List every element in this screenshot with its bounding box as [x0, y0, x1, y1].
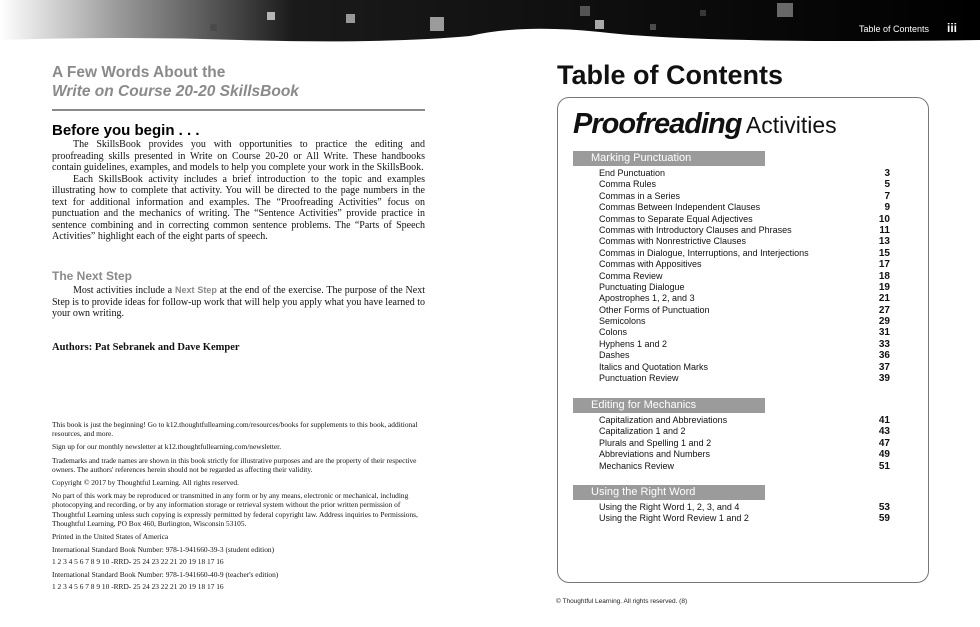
toc-entry-page: 10 — [878, 213, 890, 225]
toc-entry-label: Italics and Quotation Marks — [599, 361, 709, 372]
toc-entry-label: Commas to Separate Equal Adjectives — [599, 213, 753, 224]
fine-print-1: This book is just the beginning! Go to k12.thoughtfullearning.com/resources/books for supplements to this book, additional resources, and more. — [52, 420, 418, 439]
toc-entry-label: Capitalization 1 and 2 — [599, 426, 686, 437]
toc-entry — [599, 191, 890, 202]
intro-title-line1: A Few Words About the — [52, 64, 226, 81]
toc-list-right-word — [599, 502, 890, 525]
part-title-rest: Activities — [745, 112, 837, 138]
intro-title — [52, 63, 425, 101]
isbn-student-printing: 1 2 3 4 5 6 7 8 9 10 -RRD- 25 24 23 22 21 20 19 18 17 16 — [52, 557, 224, 567]
title-divider — [52, 109, 425, 111]
intro-paragraphs — [52, 139, 425, 243]
toc-entry-label: Commas in Dialogue, Interruptions, and Interjections — [599, 247, 809, 258]
next-step-term: Next Step — [174, 285, 217, 295]
toc-entry-label: Dashes — [599, 350, 630, 361]
toc-entry — [599, 236, 890, 247]
toc-entry-label: Punctuation Review — [599, 373, 679, 384]
toc-entry — [599, 305, 890, 316]
running-header-title: Table of Contents — [859, 24, 930, 34]
toc-entry-page: 15 — [878, 247, 890, 259]
toc-page-title: Table of Contents — [557, 60, 783, 90]
toc-entry-label: Colons — [599, 327, 628, 338]
toc-entry — [599, 225, 890, 236]
toc-entry-page: 31 — [878, 327, 890, 339]
next-step-text-pre: Most activities include a — [73, 285, 173, 296]
toc-entry — [599, 293, 890, 304]
toc-entry-label: Mechanics Review — [599, 460, 675, 471]
toc-entry-label: Using the Right Word Review 1 and 2 — [599, 513, 749, 524]
section-heading-editing-mechanics: Editing for Mechanics — [573, 398, 765, 413]
toc-entry-page: 19 — [878, 281, 890, 293]
toc-entry — [599, 502, 890, 513]
intro-title-line2: Write on Course 20-20 SkillsBook — [52, 83, 299, 100]
toc-entry-page: 53 — [878, 502, 890, 513]
toc-entry-label: Plurals and Spelling 1 and 2 — [599, 437, 712, 448]
toc-entry — [599, 271, 890, 282]
toc-entry-page: 47 — [878, 437, 890, 449]
toc-entry-label: Comma Rules — [599, 179, 657, 190]
toc-entry-page: 21 — [878, 293, 890, 305]
toc-entry-page: 41 — [878, 415, 890, 426]
fine-print-6: Printed in the United States of America — [52, 532, 169, 542]
toc-entry-page: 9 — [884, 202, 890, 214]
toc-entry-label: Apostrophes 1, 2, and 3 — [599, 293, 695, 304]
toc-entry — [599, 168, 890, 179]
toc-entry — [599, 202, 890, 213]
toc-entry-page: 59 — [878, 513, 890, 525]
fine-print-4: Copyright © 2017 by Thoughtful Learning. All rights reserved. — [52, 478, 239, 488]
toc-entry-label: Capitalization and Abbreviations — [599, 415, 728, 425]
toc-entry — [599, 449, 890, 460]
toc-list-editing-mechanics — [599, 415, 890, 472]
toc-list-marking-punctuation — [599, 168, 890, 384]
next-step-text-post: at the end of the exercise. The purpose of the Next Step is to provide ideas for follow-up work that will help you apply what you have learned to your own writing. — [52, 285, 425, 319]
toc-entry — [599, 350, 890, 361]
toc-entry-page: 37 — [878, 361, 890, 373]
toc-entry-label: Abbreviations and Numbers — [599, 449, 711, 460]
toc-entry — [599, 415, 890, 426]
toc-entry — [599, 259, 890, 270]
fine-print-2: Sign up for our monthly newsletter at k12.thoughtfullearning.com/newsletter. — [52, 442, 282, 452]
fine-print-5: No part of this work may be reproduced or transmitted in any form or by any means, electronic or mechanical, including photocopying and recording, or by any information storage or retrieval system without the prior written permission of Thoughtful Learning unless such copying is expressly permitted by federal copyright law. Address inquiries to Permissions, Thoughtful Learning, PO Box 460, Burlington, Wisconsin 53105. — [52, 491, 418, 528]
toc-entry — [599, 248, 890, 259]
toc-entry-label: Commas Between Independent Clauses — [599, 202, 761, 213]
toc-entry-page: 27 — [878, 304, 890, 316]
part-title — [573, 108, 837, 141]
toc-entry-label: Semicolons — [599, 316, 646, 327]
toc-entry — [599, 214, 890, 225]
toc-entry-page: 17 — [878, 259, 890, 271]
toc-entry-page: 11 — [879, 224, 890, 236]
toc-entry-label: Hyphens 1 and 2 — [599, 338, 668, 349]
toc-entry-label: Commas with Nonrestrictive Clauses — [599, 236, 747, 247]
toc-entry — [599, 513, 890, 524]
fine-print — [52, 420, 425, 594]
toc-entry-page: 5 — [884, 179, 890, 191]
page-numeral: iii — [947, 21, 958, 35]
toc-entry-label: Using the Right Word 1, 2, 3, and 4 — [599, 502, 740, 512]
toc-entry-page: 33 — [878, 338, 890, 350]
toc-entry-page: 51 — [878, 460, 890, 472]
toc-entry — [599, 339, 890, 350]
toc-entry — [599, 373, 890, 384]
toc-entry — [599, 316, 890, 327]
toc-entry-label: Comma Review — [599, 270, 663, 281]
top-banner — [0, 0, 980, 44]
authors-line: Authors: Pat Sebranek and Dave Kemper — [52, 342, 240, 353]
intro-paragraph-2: Each SkillsBook activity includes a brief introduction to the topic and examples illustrating how to complete that activity. You will be directed to the page numbers in the text for additional information and examples. The “Proofreading Activities” focus on punctuation and the mechanics of writing. The “Sentence Activities” provide practice in sentence combining and in correcting common sentence problems. The “Parts of Speech Activities” highlight each of the eight parts of speech. — [52, 173, 425, 242]
toc-entry-page: 43 — [878, 426, 890, 438]
section-heading-right-word: Using the Right Word — [573, 485, 765, 500]
toc-entry — [599, 179, 890, 190]
toc-entry — [599, 327, 890, 338]
toc-entry-label: Commas with Introductory Clauses and Phrases — [599, 224, 792, 235]
before-you-begin-heading: Before you begin . . . — [52, 122, 200, 139]
toc-entry-label: End Punctuation — [599, 168, 666, 178]
toc-entry-label: Commas with Appositives — [599, 259, 702, 270]
copyright-footer: © Thoughtful Learning. All rights reserved. (8) — [556, 598, 688, 605]
toc-entry-label: Punctuating Dialogue — [599, 281, 685, 292]
toc-entry — [599, 362, 890, 373]
isbn-student: International Standard Book Number: 978-1-941660-39-3 (student edition) — [52, 545, 275, 555]
toc-entry-page: 7 — [884, 190, 890, 202]
intro-paragraph-1: The SkillsBook provides you with opportunities to practice the editing and proofreading skills presented in Write on Course 20-20 or All Write. These handbooks contain guidelines, examples, and models to help you complete your work in the SkillsBook. — [52, 139, 425, 173]
toc-entry — [599, 282, 890, 293]
toc-entry-page: 39 — [878, 373, 890, 385]
part-title-bold: Proofreading — [573, 108, 742, 140]
toc-entry-page: 49 — [878, 449, 890, 461]
toc-entry-page: 3 — [884, 168, 890, 179]
toc-entry — [599, 426, 890, 437]
toc-entry-page: 36 — [878, 350, 890, 362]
next-step-paragraph — [52, 285, 425, 320]
toc-entry — [599, 438, 890, 449]
toc-entry-page: 29 — [878, 316, 890, 328]
toc-entry — [599, 461, 890, 472]
toc-entry-label: Other Forms of Punctuation — [599, 304, 710, 315]
toc-entry-page: 13 — [878, 236, 890, 248]
fine-print-3: Trademarks and trade names are shown in this book strictly for illustrative purposes and are the property of their respective owners. The authors' references herein should not be regarded as affecting their validity. — [52, 455, 417, 474]
isbn-teacher-printing: 1 2 3 4 5 6 7 8 9 10 -RRD- 25 24 23 22 21 20 19 18 17 16 — [52, 581, 224, 591]
next-step-heading: The Next Step — [52, 269, 133, 283]
toc-entry-label: Commas in a Series — [599, 190, 681, 201]
banner-graphic — [0, 0, 980, 44]
section-heading-marking-punctuation: Marking Punctuation — [573, 151, 765, 166]
toc-entry-page: 18 — [878, 270, 890, 282]
isbn-teacher: International Standard Book Number: 978-1-941660-40-9 (teacher's edition) — [52, 569, 279, 579]
